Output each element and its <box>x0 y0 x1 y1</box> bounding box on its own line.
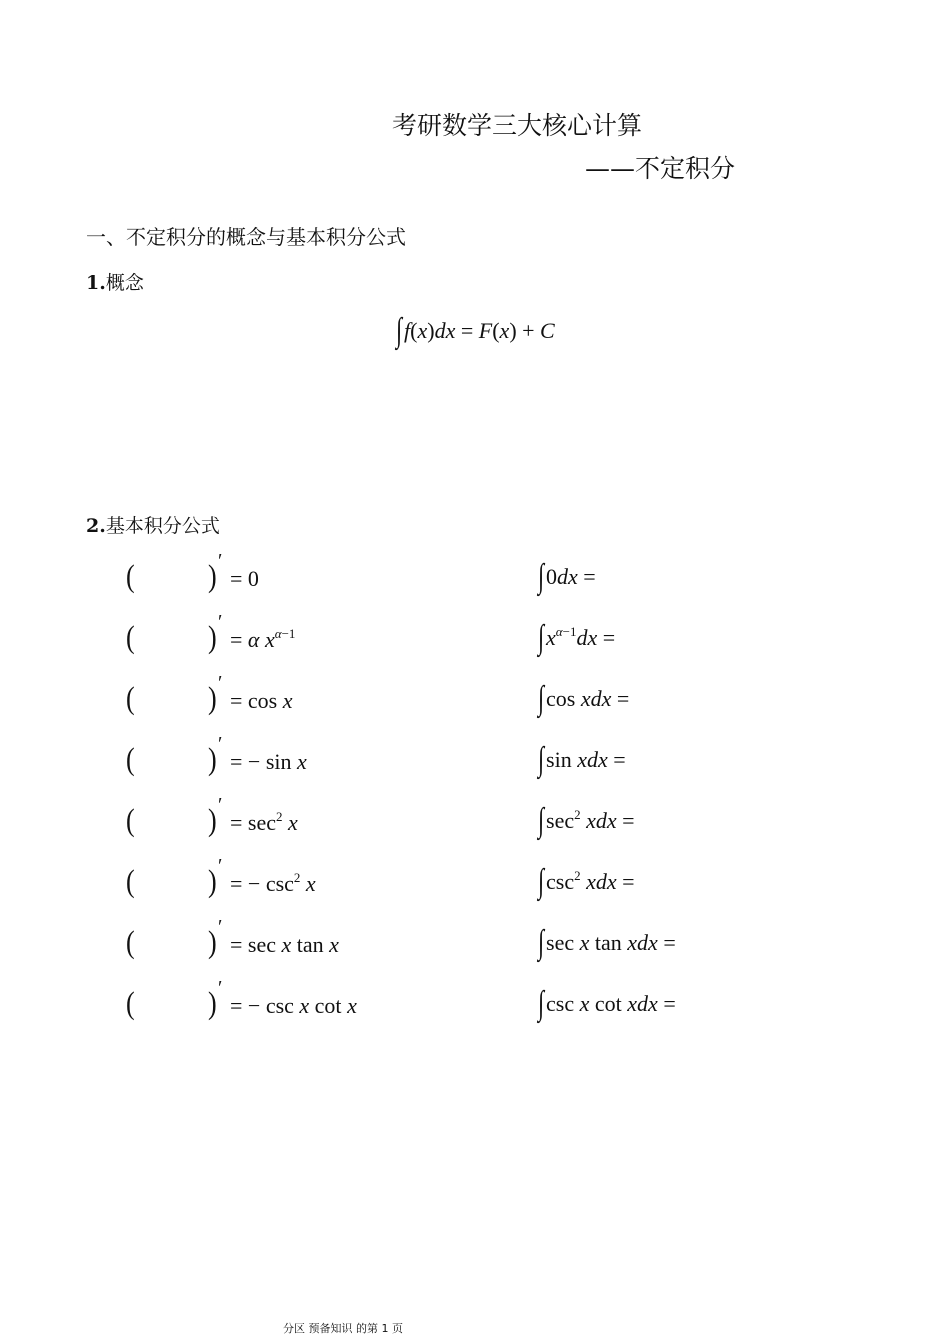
integral-formula: ∫0dx = <box>538 555 596 595</box>
derivative-blank: ( <box>126 986 135 1021</box>
formulas-label: 基本积分公式 <box>105 515 220 537</box>
derivative-rhs: = − csc x cot x <box>230 993 357 1018</box>
derivative-rhs: = 0 <box>230 566 259 591</box>
concept-label: 概念 <box>105 272 144 294</box>
concept-formula: ∫f(x)dx = F(x) + C <box>396 309 555 349</box>
derivative-rhs: = $\sec^2 x$ <box>230 809 298 835</box>
concept-number: 1. <box>86 272 106 294</box>
derivative-blank: ( <box>126 803 135 838</box>
derivative-blank: ( <box>126 559 135 594</box>
section-heading: 一、不定积分的概念与基本积分公式 <box>86 225 406 249</box>
derivative-blank: ( <box>126 681 135 716</box>
integral-formula: $\int\csc^2$ xdx = <box>538 860 635 900</box>
page-title: 考研数学三大核心计算 <box>392 111 643 140</box>
integral-formula: $\int\sec^2$ xdx = <box>538 799 635 839</box>
formulas-number: 2. <box>86 515 106 537</box>
derivative-close: ) ′ <box>208 672 223 716</box>
page-subtitle: ——不定积分 <box>585 154 736 183</box>
derivative-close: ) ′ <box>208 550 223 594</box>
derivative-close: ) ′ <box>208 733 223 777</box>
derivative-close: ) ′ <box>208 611 223 655</box>
derivative-rhs: = − $\csc^2 x$ <box>230 870 316 896</box>
derivative-rhs: = sec x tan x <box>230 932 339 957</box>
integral-formula: ∫csc x cot xdx = <box>538 982 676 1022</box>
derivative-close: ) ′ <box>208 855 223 899</box>
derivative-close: ) ′ <box>208 916 223 960</box>
derivative-blank: ( <box>126 925 135 960</box>
integral-formula: ∫cos xdx = <box>538 677 630 717</box>
integral-formula: $\int x^{\alpha-1}dx$ = <box>538 616 616 656</box>
integral-formula: ∫sin xdx = <box>538 738 626 778</box>
derivative-rhs: = cos x <box>230 688 293 713</box>
derivative-rhs: = α $x^{\alpha-1}$ <box>230 626 296 652</box>
derivative-rhs: = − sin x <box>230 749 307 774</box>
derivative-blank: ( <box>126 742 135 777</box>
derivative-close: ) ′ <box>208 794 223 838</box>
page-footer: 分区 预备知识 的第 1 页 <box>283 1322 403 1335</box>
derivative-blank: ( <box>126 620 135 655</box>
derivative-close: ) ′ <box>208 977 223 1021</box>
formulas-heading <box>86 511 220 538</box>
derivative-blank: ( <box>126 864 135 899</box>
integral-formula: ∫sec x tan xdx = <box>538 921 676 961</box>
concept-heading <box>86 268 144 295</box>
